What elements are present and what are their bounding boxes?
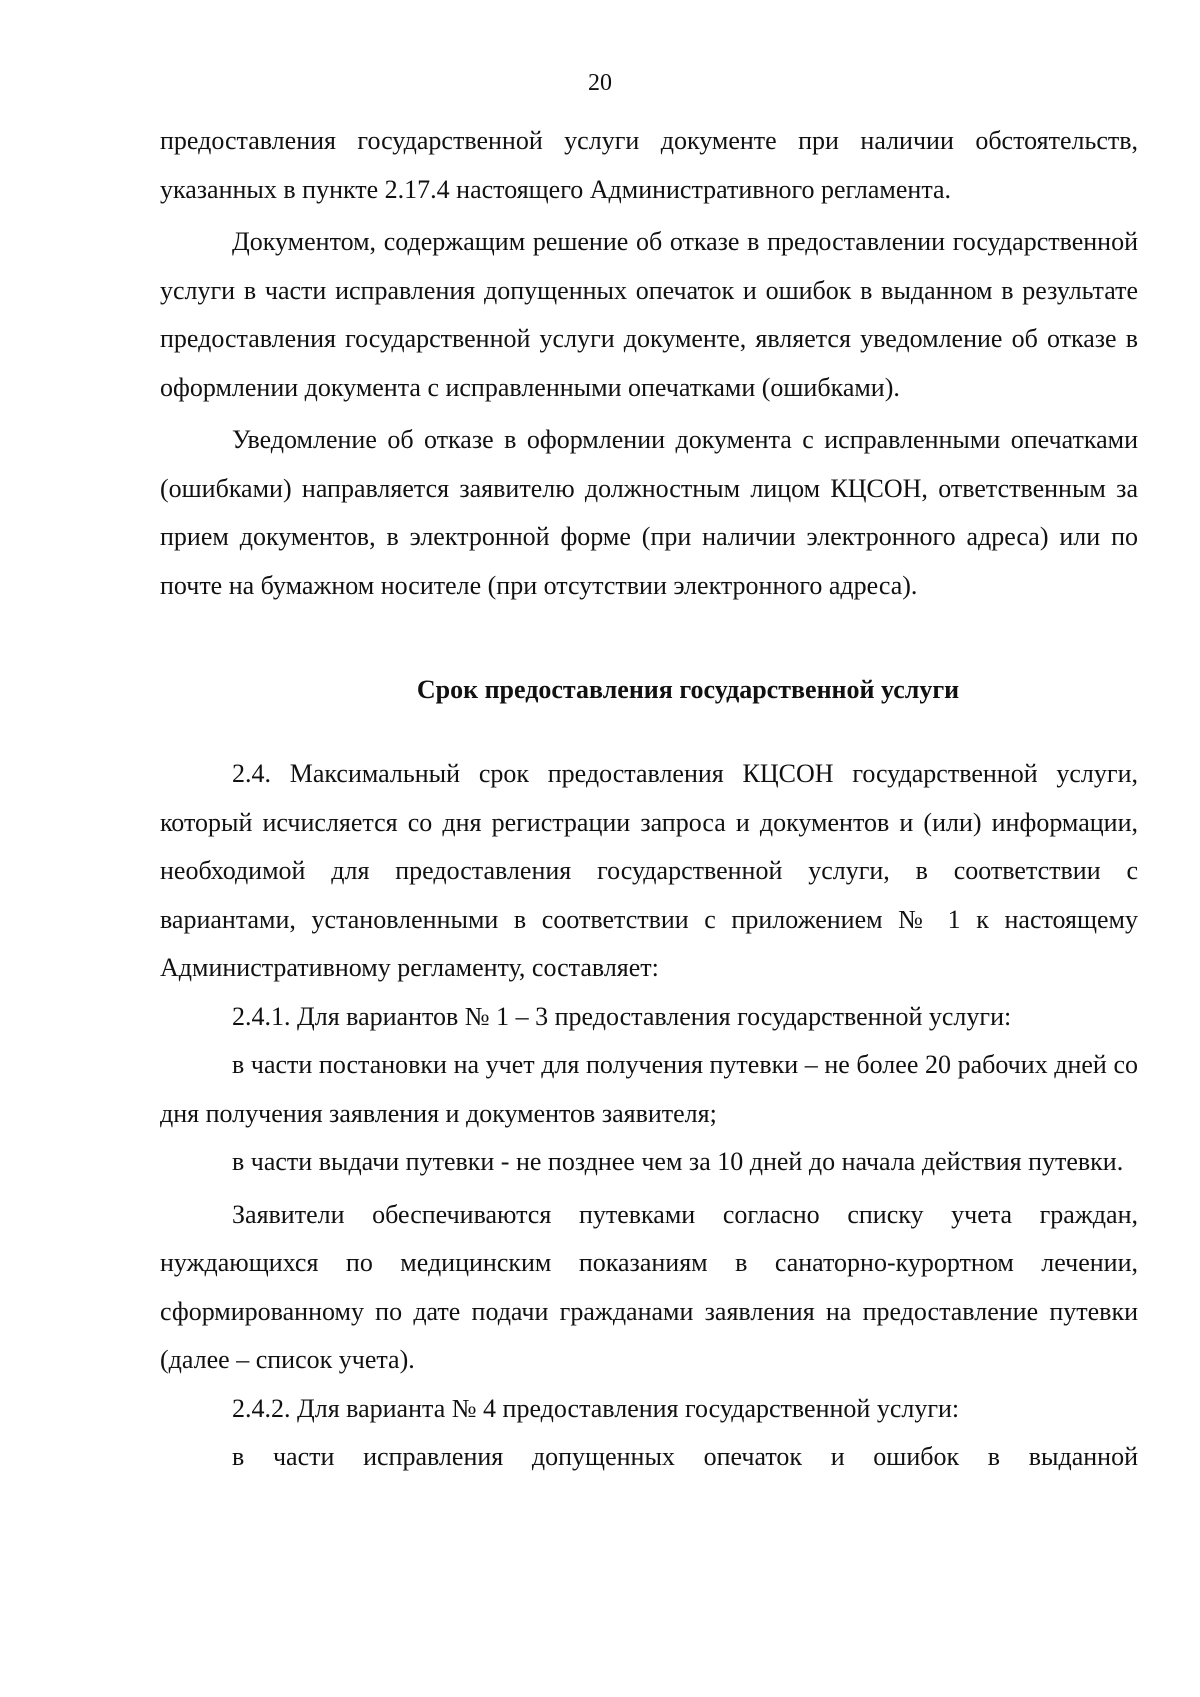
paragraph-continuation: предоставления государственной услуги документе при наличии обстоятельств, указанных в пункте 2.17.4 настоящего Административного регламента. (160, 126, 1138, 204)
paragraph-2-4-2: 2.4.2. Для варианта № 4 предоставления государственной услуги: (232, 1393, 960, 1423)
paragraph-issue-term: в части выдачи путевки - не позднее чем за 10 дней до начала действия путевки. (232, 1147, 1124, 1176)
paragraph-2-4-1: 2.4.1. Для вариантов № 1 – 3 предоставления государственной услуги: (232, 1001, 1012, 1031)
paragraph-applicants-list: Заявители обеспечиваются путевками согласно списку учета граждан, нуждающихся по медицинским показаниям в санаторно-курортном лечении, сформированному по дате подачи гражданами заявления на предоставление путевки (далее – список учета). (160, 1199, 1138, 1374)
paragraph-2-4: 2.4. Максимальный срок предоставления КЦСОН государственной услуги, который исчисляется со дня регистрации запроса и документов и (или) информации, необходимой для предоставления государственной услуги, в соответствии с вариантами, установленными в соответствии с приложением № 1 к настоящему Административному регламенту, составляет: (160, 759, 1138, 982)
section-heading: Срок предоставления государственной услуги (416, 675, 960, 704)
paragraph-refusal-notice: Уведомление об отказе в оформлении документа с исправленными опечатками (ошибками) направляется заявителю должностным лицом КЦСОН, ответственным за прием документов, в электронной форме (при наличии электронного адреса) или по почте на бумажном носителе (при отсутствии электронного адреса). (160, 425, 1138, 600)
page-number: 20 (588, 70, 612, 96)
paragraph-corrections: в части исправления допущенных опечаток и ошибок в выданной (232, 1442, 1138, 1471)
document-body (160, 117, 1138, 1482)
paragraph-refusal-document: Документом, содержащим решение об отказе в предоставлении государственной услуги в части исправления допущенных опечаток и ошибок в выданном в результате предоставления государственной услуги документе, является уведомление об отказе в оформлении документа с исправленными опечатками (ошибками). (160, 227, 1138, 402)
paragraph-registration-term: в части постановки на учет для получения путевки – не более 20 рабочих дней со дня получения заявления и документов заявителя; (160, 1050, 1138, 1128)
